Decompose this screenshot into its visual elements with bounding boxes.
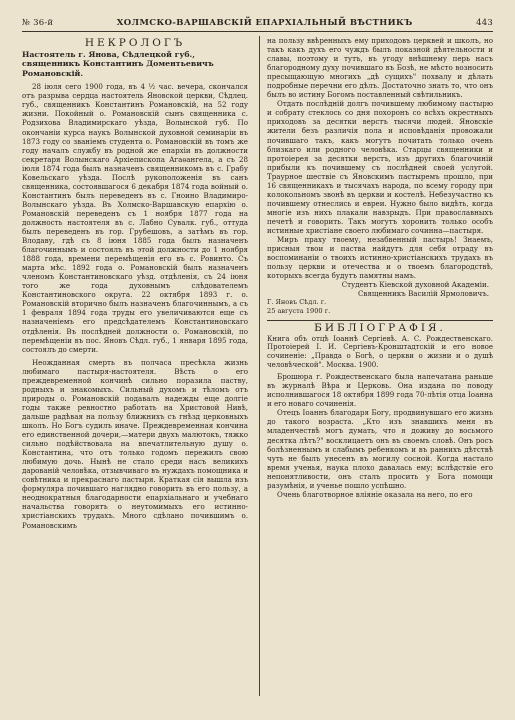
necrolog-paragraph: Неожданная смерть въ полчаса пресѣкла жизнь любимаго пастыря-настоятеля. Вѣсть о его преждевременной кончинѣ сильно поразила паству, родныхъ и знакомыхъ. Сильный духомъ и тѣломъ отъ природы о. Романовскій подавалъ надежды еще долгіе годы также ревностно работать на Христовой Нивѣ, дальше радѣвая на пользу ближнихъ съ гнѣзд церковныхъ школъ. Но Богъ судилъ иначе. Преждевременная кончина его единственной дочери,—матери двухъ малютокъ, тяжко сильно подѣйствовала на впечатлительную душу о. Константина, что отъ только годомъ пережилъ свою любимую дочь. Нынѣ не стало среди насъ великихъ дарованій человѣка, отзывчиваго въ нуждахъ помощника и совѣтника и прекраснаго пастыря. Краткая сія вышла изъ формуляра почившаго нагляднo говорить въ его пользу, а неоднократныя благодарности епархіальнаго и учебнаго начальства говорятъ о неутомимыхъ его истинно-христіанскихъ трудахъ. Много сдѣлано почившимъ о. Романовскимъ xyxy=(22,357,248,530)
left-column xyxy=(22,36,248,530)
review-paragraph: Отецъ Іоаннъ благодаря Богу, продвинувшаго его жизнь до такого возраста. „Кто изъ знавшихъ меня въ младенчествѣ могъ думать, что я доживу до восьмого десятка лѣтъ?" восклицаетъ онъ въ своемъ словѣ. Онъ росъ болѣзненнымъ и слабымъ ребенкомъ и въ раннихъ дѣтствѣ чуть не былъ унесенъ въ могилу сосной. Когда настало время ученья, наука плохо давалась ему; вслѣдствіе его непонятливости, онъ сталъ просить у Бога помощи разумѣнія, и ученье пошло успѣшно. xyxy=(267,408,493,490)
necrolog-headline: Настоятель г. Янова, Сѣдлецкой губ., священникъ Константинъ Доментьевичъ Романовскій. xyxy=(22,50,214,78)
author-affiliation: Студентъ Кіевской духовной Академіи. xyxy=(341,280,489,290)
columns xyxy=(22,36,493,530)
dateline-date: 25 августа 1900 г. xyxy=(267,306,331,315)
review-paragraph: Очень благотворное вліяніе оказала на него, по его xyxy=(277,489,473,499)
necrolog-paragraph: 28 іюля сего 1900 года, въ 4 ½ час. вечера, скончался отъ разрыва сердца настоятель Яновской церкви, Сѣдлец. губ., священникъ Константинъ Романовскій, на 52 году жизни. Покойный о. Романовскій сынъ священника с. Родзихова Владимирскаго уѣзда, Волынской губ. По окончаніи курса наукъ Волынской духовной семинаріи въ 1873 году со званіемъ студента о. Романовскій въ томъ же году началъ службу въ родной же епархіи въ должности секретаря Волынскаго Архіепископа Агаѳангела, а съ 28 іюля 1874 года былъ назначенъ священникомъ въ с. Грабу Ковельскаго уѣзда. Послѣ рукоположенія въ санъ священника, состоявшагося 6 декабря 1874 года войный о. Константинъ былъ переведенъ въ с. Гноино Владимиро-Волынскаго уѣзда. Въ Холмско-Варшавскую епархію о. Романовскій переведенъ съ 1 ноября 1877 года на должность настоятеля въ с. Лабно Сувалк. губ., оттуда былъ переведенъ въ гор. Грубешовъ, а затѣмъ въ гор. Влодаву, гдѣ съ 8 іюня 1885 года былъ назначенъ благочиннымъ и состоялъ въ этой должности до 1 ноября 1888 года, времени перемѣщенія его въ с. Ровинто. Съ марта мѣс. 1892 года о. Романовскій былъ назначенъ членомъ Константиновскаго уѣзд. отдѣленія, съ 24 іюня того же года духовнымъ слѣдователемъ Константиновского округа. 22 октября 1893 г. о. Романовскій вторично былъ назначенъ благочиннымъ, а съ 1 февраля 1894 года труды его увеличиваются еще съ назначеніемъ его предсѣдателемъ Константиновскаго отдѣленія. Въ послѣдней должности о. Романовскій, по перемѣщеніи въ пос. Яновъ Сѣдл. губ., 1 января 1895 года, состоялъ до смерти. xyxy=(22,82,248,354)
book-title: Книга объ отцѣ Іоаннѣ Сергіевѣ. А. С. Рождественскаго. Протоіерей І. И. Сергіевъ-Кронштадтскій и его новое сочиненіе: „Правда о Богѣ, о церкви о жизни и о душѣ человѣческой". Москва. 1900. xyxy=(267,334,493,369)
running-header xyxy=(22,18,493,32)
right-column xyxy=(267,36,493,530)
author-signature: Священникъ Василій Ярмоловичъ. xyxy=(358,289,489,299)
bibliography-heading: БИБЛІОГРАФІЯ. xyxy=(314,321,446,334)
journal-title: ХОЛМСКО-ВАРШАВСКІЙ ЕПАРХІАЛЬНЫЙ ВѢСТНИКЪ xyxy=(116,18,413,28)
article-paragraph: Миръ праху твоему, незабвенный пастырь! Знаемъ, присныя твои и паства найдутъ для себя отраду въ воспоминаніи о твоихъ истинно-христіанскихъ трудахъ въ пользу церкви и отечества и о твоемъ благородствѣ, которыхъ всегда будутъ памятны намъ. xyxy=(267,235,493,281)
page-number: 443 xyxy=(476,18,493,28)
section-divider xyxy=(267,320,493,321)
column-divider xyxy=(259,36,260,696)
dateline-place: Г. Яновъ Сѣдл. г. xyxy=(267,298,327,307)
issue-number: № 36-й xyxy=(22,18,54,28)
article-paragraph: на пользу ввѣренныхъ ему приходовъ церквей и школъ, но такъ какъ духъ его чуждъ былъ показной дѣятельности и славы, поэтому и тутъ, въ угоду внѣшнему перь насъ благородному духу почившаго въ Бозѣ, не мѣсто возносить пресыщающую многихъ „дѣ сущихъ" похвалу и дѣлать подробные перечни его дѣлъ. Достаточно знать то, что онъ былъ во истину Богомъ поставленный свѣтильникъ. xyxy=(267,36,493,100)
necrolog-heading: НЕКРОЛОГЪ xyxy=(84,37,186,49)
article-paragraph: Отдать послѣдній долгъ почившему любимому пастырю и собрату стеклось со дня похоронъ со всѣхъ окрестныхъ приходовъ за десятки верстъ тысячи людей. Яновскіе жители безъ различія пола и исповѣданія провожали почившаго такъ, какъ могутъ почитать только очень близкаго или родного человѣка. Старцы священники и протоіерея за десятки верстъ, изъ другихъ благочиній прибыли къ почившему съ послѣдней своей услугой. Траурное шествіе съ Яновскимъ пастыремъ прошло, при 16 священникахъ и тысячахъ народа, по всему городу при колокольномъ звонѣ въ церкви и костелѣ. Небезучастно къ почившему отнеслись и евреи. Нужно было видѣть, когда многіе изъ нихъ плакали навзрыдъ. При православныхъ печетѣ и говорить. Такъ могутъ хоронить только особъ истинные христіане своего любимаго сочинна—пастыря. xyxy=(267,99,493,235)
review-paragraph: Брошюра г. Рождественскаго была напечатана раньше въ журналѣ Вѣра и Церковь. Она издана по поводу исполнившагося 18 октября 1899 года 70-лѣтія отца Іоанна и его новаго сочиненія. xyxy=(267,372,493,409)
